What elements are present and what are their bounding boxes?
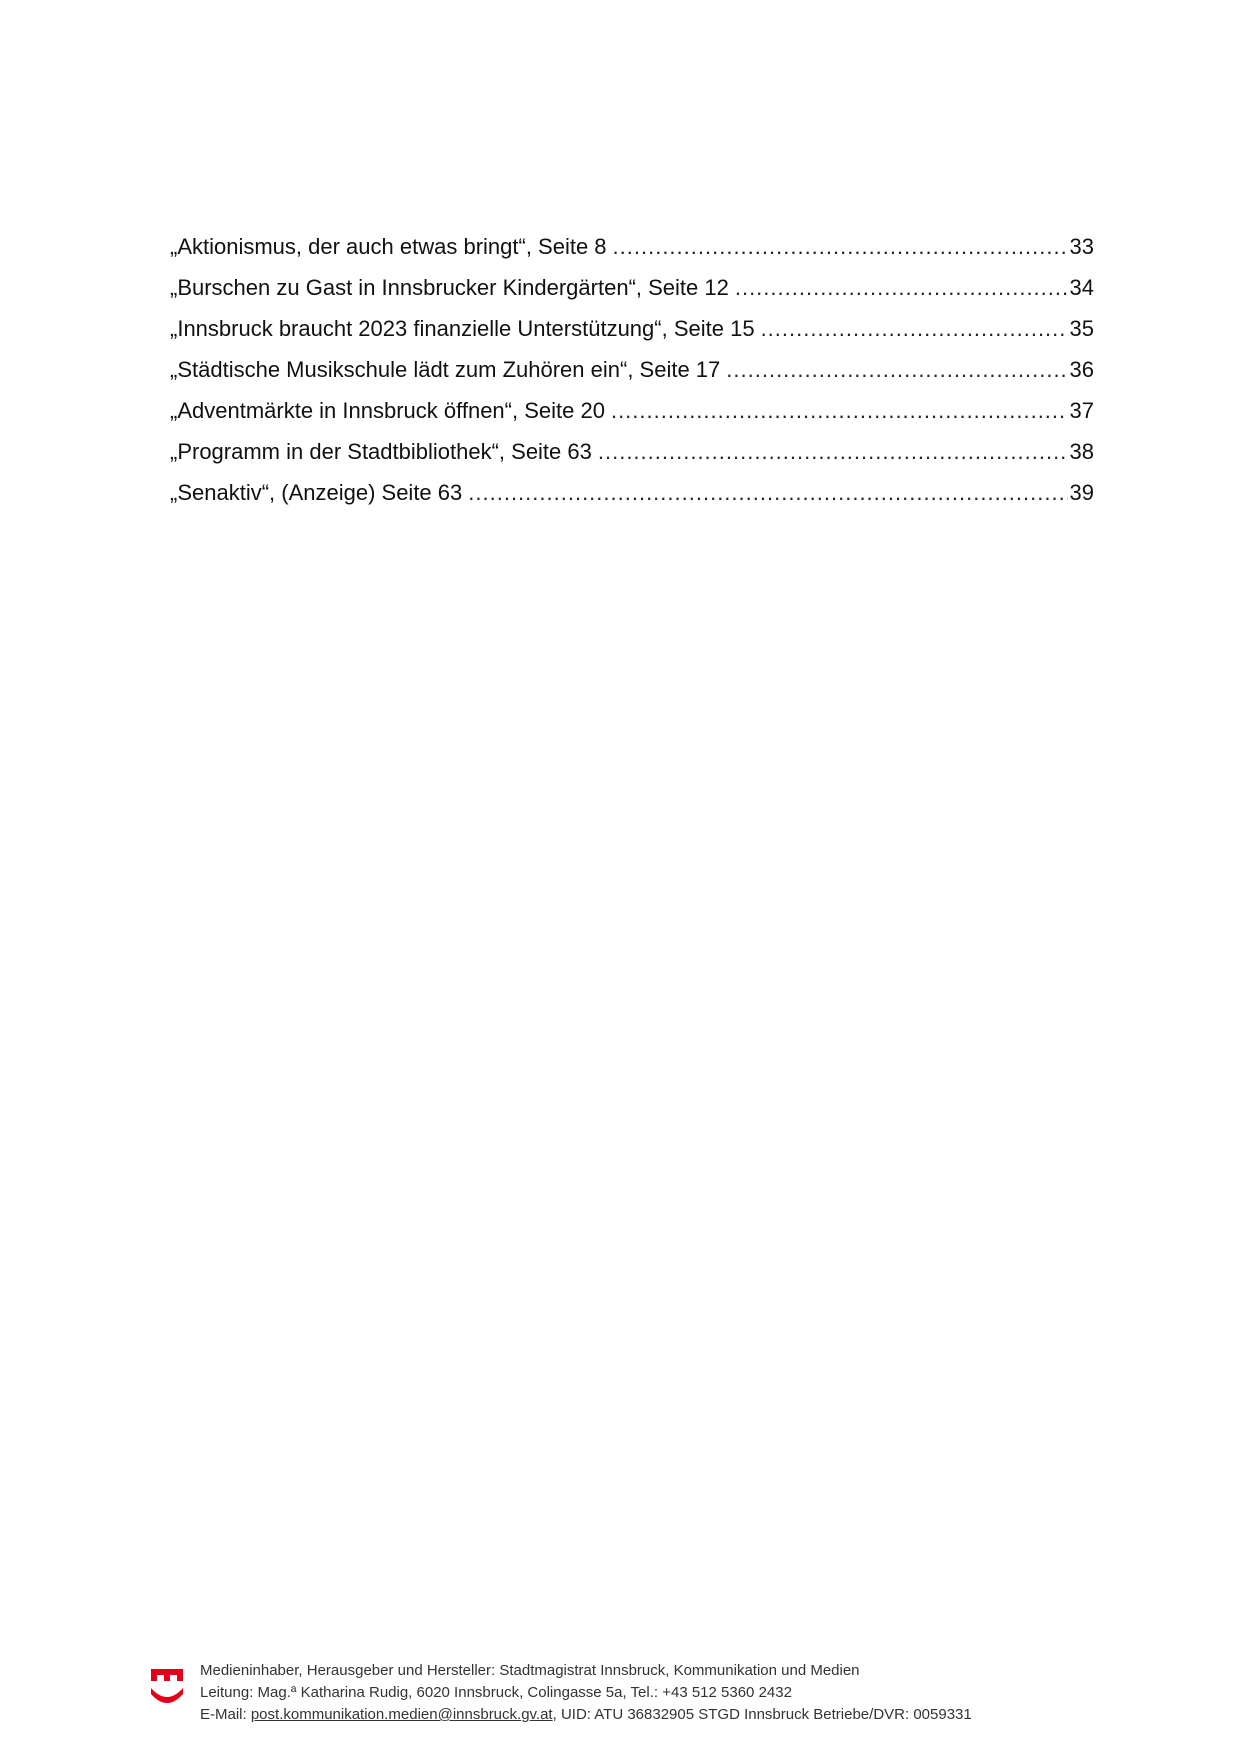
footer-contact-line xyxy=(200,1704,972,1726)
toc-entry-title: „Burschen zu Gast in Innsbrucker Kindergärten“, Seite 12 xyxy=(170,275,729,300)
toc-leader-dots xyxy=(611,396,1068,426)
footer-imprint xyxy=(200,1660,972,1726)
page-footer xyxy=(150,1660,1090,1730)
toc-entry[interactable] xyxy=(170,232,1094,273)
table-of-contents xyxy=(170,232,1094,519)
toc-entry[interactable] xyxy=(170,437,1094,478)
toc-entry-page: 37 xyxy=(1069,398,1094,423)
toc-entry-page: 35 xyxy=(1069,316,1094,341)
toc-entry-title: „Städtische Musikschule lädt zum Zuhören ein“, Seite 17 xyxy=(170,357,721,382)
toc-leader-dots xyxy=(735,273,1068,303)
toc-leader-dots xyxy=(726,355,1067,385)
logo-left-pillar xyxy=(151,1669,157,1681)
toc-entry-title: „Senaktiv“, (Anzeige) Seite 63 xyxy=(170,480,463,505)
toc-entry[interactable] xyxy=(170,273,1094,314)
logo-center-pillar xyxy=(164,1669,170,1681)
footer-management-line: Leitung: Mag.ª Katharina Rudig, 6020 Innsbruck, Colingasse 5a, Tel.: +43 512 5360 2432 xyxy=(200,1684,792,1701)
toc-entry[interactable] xyxy=(170,396,1094,437)
toc-entry-page: 34 xyxy=(1069,275,1094,300)
toc-entry-title: „Aktionismus, der auch etwas bringt“, Seite 8 xyxy=(170,234,607,259)
innsbruck-city-logo-icon xyxy=(150,1666,184,1708)
toc-entry[interactable] xyxy=(170,314,1094,355)
toc-entry[interactable] xyxy=(170,478,1094,519)
footer-publisher-line: Medieninhaber, Herausgeber und Hersteller: Stadtmagistrat Innsbruck, Kommunikation und Medien xyxy=(200,1662,860,1679)
toc-entry[interactable] xyxy=(170,355,1094,396)
toc-leader-dots xyxy=(761,314,1068,344)
toc-entry-title: „Programm in der Stadtbibliothek“, Seite 63 xyxy=(170,439,592,464)
toc-entry-title: „Adventmärkte in Innsbruck öffnen“, Seite 20 xyxy=(170,398,605,423)
toc-entry-page: 39 xyxy=(1069,480,1094,505)
toc-entry-title: „Innsbruck braucht 2023 finanzielle Unterstützung“, Seite 15 xyxy=(170,316,755,341)
footer-email-prefix: E-Mail: xyxy=(200,1706,251,1723)
footer-email-link[interactable]: post.kommunikation.medien@innsbruck.gv.at xyxy=(250,1706,553,1723)
footer-uid-text: , UID: ATU 36832905 STGD Innsbruck Betriebe/DVR: 0059331 xyxy=(552,1706,972,1723)
logo-right-pillar xyxy=(177,1669,183,1681)
toc-entry-page: 33 xyxy=(1069,234,1094,259)
toc-leader-dots xyxy=(613,232,1068,262)
toc-entry-page: 36 xyxy=(1069,357,1094,382)
toc-entry-page: 38 xyxy=(1069,439,1094,464)
toc-leader-dots xyxy=(468,478,1067,508)
logo-arch xyxy=(151,1688,183,1703)
toc-leader-dots xyxy=(598,437,1068,467)
